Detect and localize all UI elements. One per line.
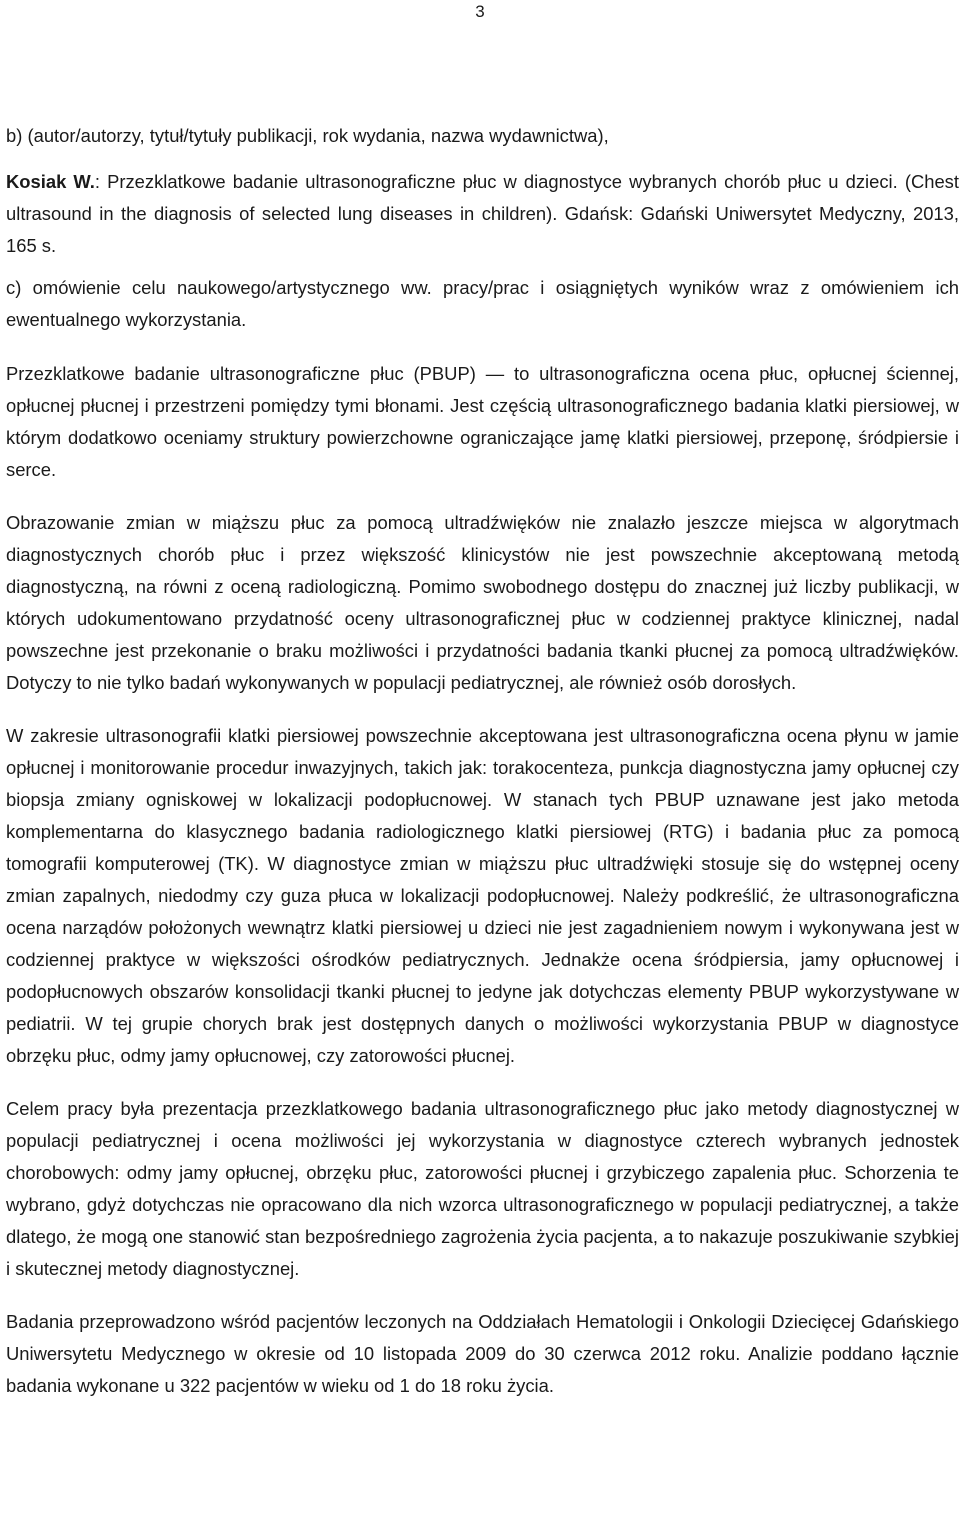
paragraph-study-aim: Celem pracy była prezentacja przezklatkowego badania ultrasonograficznego płuc jako metody diagnostycznej w populacji pediatrycznej i ocena możliwości jej wykorzystania w diagnostyce czterech wybranych jednostek chorobowych: odmy jamy opłucnej, obrzęku płuc, zatorowości płucnej i grzybiczego zapalenia płuc. Schorzenia te wybrano, gdyż dotychczas nie opracowano dla nich wzorca ultrasonograficznego w populacji pediatrycznej, a także dlatego, że mogą one stanowić stan bezpośredniego zagrożenia życia pacjenta, a to nakazuje poszukiwanie szybkiej i skutecznej metody diagnostycznej. (6, 1098, 959, 1279)
page-number: 3 (475, 2, 485, 21)
paragraph-imaging-acceptance: Obrazowanie zmian w miąższu płuc za pomocą ultradźwięków nie znalazło jeszcze miejsca w algorytmach diagnostycznych chorób płuc i przez większość klinicystów nie jest powszechnie akceptowaną metodą diagnostyczną, na równi z oceną radiologiczną. Pomimo swobodnego dostępu do znacznej już liczby publikacji, w których udokumentowano przydatność oceny ultrasonograficznej płuc w codziennej praktyce klinicznej, nadal powszechne jest przekonanie o braku możliwości i przydatności badania tkanki płucnej za pomocą ultradźwięków. Dotyczy to nie tylko badań wykonywanych w populacji pediatrycznej, ale również osób dorosłych. (6, 512, 959, 693)
section-b-heading: b) (autor/autorzy, tytuł/tytuły publikacji, rok wydania, nazwa wydawnictwa), (6, 125, 609, 146)
bibliography-entry (6, 166, 959, 262)
bibliography-citation: : Przezklatkowe badanie ultrasonograficzne płuc w diagnostyce wybranych chorób płuc u dzieci. (Chest ultrasound in the diagnosis of selected lung diseases in children). Gdańsk: Gdański Uniwersytet Medyczny, 2013, 165 s. (6, 171, 959, 256)
document-body (6, 120, 959, 1423)
paragraph-pbup-definition: Przezklatkowe badanie ultrasonograficzne płuc (PBUP) — to ultrasonograficzna ocena płuc, opłucnej ściennej, opłucnej płucnej i przestrzeni pomiędzy tymi błonami. Jest częścią ultrasonograficznego badania klatki piersiowej, w którym dodatkowo oceniamy struktury powierzchowne ograniczające jamę klatki piersiowej, przeponę, śródpiersie i serce. (6, 363, 959, 480)
paragraph-chest-ultrasound-scope: W zakresie ultrasonografii klatki piersiowej powszechnie akceptowana jest ultrasonograficzna ocena płynu w jamie opłucnej i monitorowanie procedur inwazyjnych, takich jak: torakocenteza, punkcja diagnostyczna jamy opłucnej czy biopsja zmiany ogniskowej w lokalizacji podopłucnowej. W stanach tych PBUP uznawane jest jako metoda komplementarna do klasycznego badania radiologicznego klatki piersiowej (RTG) i badania płuc za pomocą tomografii komputerowej (TK). W diagnostyce zmian w miąższu płuc ultradźwięki stosuje się do wstępnej oceny zmian zapalnych, niedodmy czy guza płuca w lokalizacji podopłucnowej. Należy podkreślić, że ultrasonograficzna ocena narządów położonych wewnątrz klatki piersiowej u dzieci nie jest zagadnieniem nowym i wykonywana jest w codziennej praktyce w większości ośrodków pediatrycznych. Jednakże ocena śródpiersia, jamy opłucnowej i podopłucnowych obszarów konsolidacji tkanki płucnej to jedyne jak dotychczas elementy PBUP wykorzystywane w pediatrii. W tej grupie chorych brak jest dostępnych danych o możliwości wykorzystania PBUP w diagnostyce obrzęku płuc, odmy jamy opłucnowej, czy zatorowości płucnej. (6, 725, 959, 1066)
section-c-heading: c) omówienie celu naukowego/artystycznego ww. pracy/prac i osiągniętych wyników wraz z omówieniem ich ewentualnego wykorzystania. (6, 277, 959, 330)
paragraph-study-population: Badania przeprowadzono wśród pacjentów leczonych na Oddziałach Hematologii i Onkologii Dziecięcej Gdańskiego Uniwersytetu Medycznego w okresie od 10 listopada 2009 do 30 czerwca 2012 roku. Analizie poddano łącznie badania wykonane u 322 pacjentów w wieku od 1 do 18 roku życia. (6, 1311, 959, 1396)
bibliography-author: Kosiak W. (6, 171, 95, 192)
